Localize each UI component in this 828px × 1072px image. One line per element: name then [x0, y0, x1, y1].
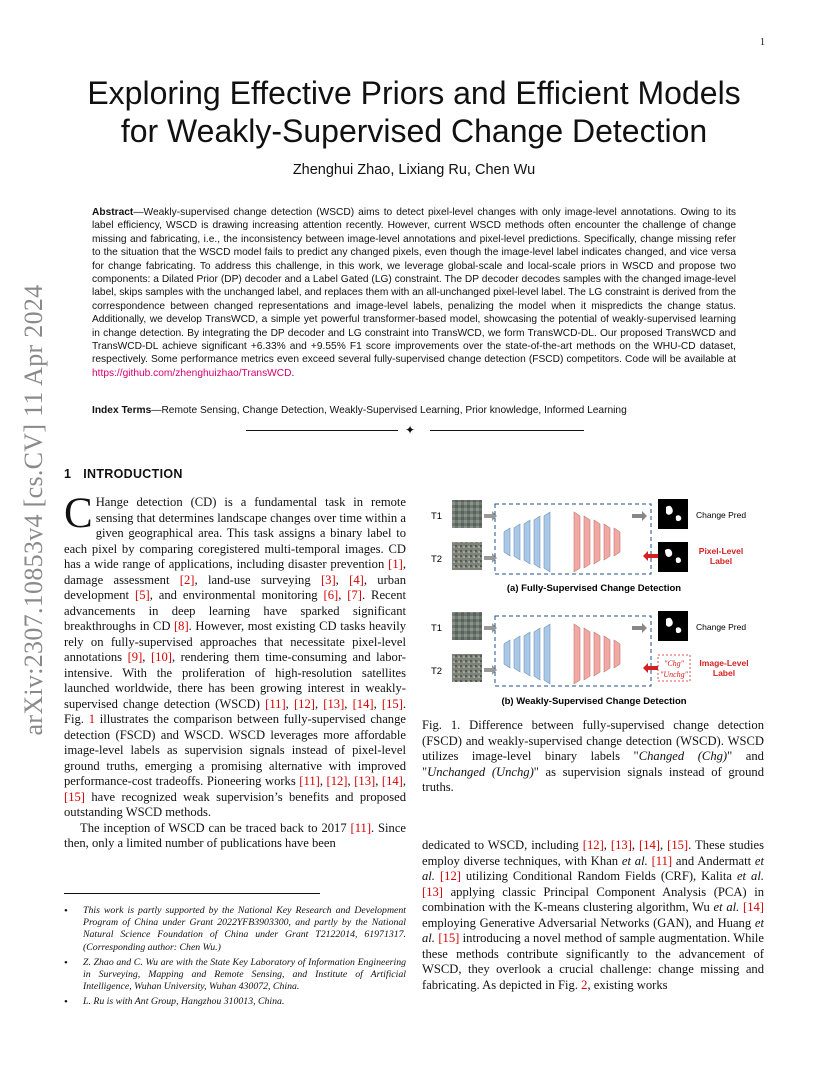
citation-link[interactable]: [13] — [422, 884, 443, 899]
figure-1-caption — [422, 718, 764, 796]
satellite-image-t1-b — [452, 612, 482, 640]
pixel-level-label-line1: Pixel-Level — [698, 546, 744, 556]
separator-diamond-icon: ✦ — [404, 423, 416, 437]
figure-1-caption-text: Fig. 1. Difference between fully-supervised change detection (FSCD) and weakly-supervised change detection (WSCD). WSCD utilizes image-level binary labels "Changed (Chg)" and "Unchanged (Unchg)" as supervision signals instead of ground truths. — [422, 718, 764, 794]
citation-link[interactable]: [14] — [639, 838, 660, 852]
code-link[interactable]: https://github.com/zhenghuizhao/TransWCD — [92, 367, 292, 379]
arxiv-identifier-text: arXiv:2307.10853v4 [cs.CV] 11 Apr 2024 — [19, 284, 48, 736]
intro-paragraph-1-text: Hange detection (CD) is a fundamental task in remote sensing that determines landscape changes over time within a given geographical area. This task assigns a binary label to each pixel by comparing coregistered multi-temporal images. CD has a wide range of applications, including disaster prevention [1], damage assessment [2], land-use surveying [3], [4], urban development [5], and environmental monitoring [6], [7]. Recent advancements in deep learning have sparked significant breakthroughs in CD [8]. However, most existing CD tasks heavily rely on fully-supervised approaches that necessitate pixel-level annotations [9], [10], rendering them time-consuming and labor-intensive. With the proliferation of high-resolution satellites launched worldwide, there has been growing interest in weakly-supervised change detection (WSCD) [11], [12], [13], [14], [15]. Fig. 1 illustrates the comparison between fully-supervised change detection (FSCD) and WSCD. WSCD leverages more affordable image-level labels as supervision signals instead of pixel-level ground truths, emerging a promising alternative with improved performance-cost tradeoffs. Pioneering works [11], [12], [13], [14], [15] have recognized weak supervision’s benefits and proposed outstanding WSCD methods. — [64, 495, 407, 819]
citation-link[interactable]: [10] — [150, 650, 172, 664]
t1-label-a: T1 — [431, 511, 443, 522]
intro-paragraph-2-text: The inception of WSCD can be traced back to 2017 [11]. Since then, only a limited number of publications have been — [64, 820, 406, 850]
intro-right-column — [422, 838, 764, 993]
citation-link[interactable]: [5] — [135, 588, 150, 602]
citation-link[interactable]: [15] — [438, 931, 460, 945]
change-pred-mask-a — [658, 499, 688, 529]
citation-link[interactable]: [14] — [743, 900, 764, 914]
italic-text: Unchanged (Unchg) — [427, 764, 534, 779]
abstract — [92, 206, 736, 380]
t1-label-b: T1 — [431, 623, 443, 634]
image-level-label-line2: Label — [712, 668, 736, 678]
citation-link[interactable]: [3] — [320, 572, 336, 587]
italic-text: et al. — [422, 915, 764, 945]
footnote-item: • This work is partly supported by the National Key Research and Development Program of China under Grant 2022YFB3903300, and partly by the National Natural Science Foundation of China under Grant T2122014, 61971317. (Corresponding author: Chen Wu.) — [64, 905, 406, 954]
abstract-body: —Weakly-supervised change detection (WSCD) aims to detect pixel-level changes with only image-level annotations. Owing to its label efficiency, WSCD is drawing increasing attention recently. However, current WSCD methods often encounter the challenge of change missing and fabricating, i.e., the inconsistency between image-level annotations and pixel-level predictions. Specifically, change missing refer to the situation that the WSCD model fails to predict any changed pixels, even though the image-level label indicates changed, and vice versa for change fabricating. To address this challenge, in this work, we leverage global-scale and local-scale priors in WSCD and propose two components: a Dilated Prior (DP) decoder and a Label Gated (LG) constraint. The DP decoder decodes samples with the changed image-level label, skips samples with the unchanged label, and replaces them with an all-unchanged pixel-level label. The LG constraint is derived from the correspondence between changed representations and image-level labels, penalizing the model when it mispredicts the change status. Additionally, we develop TransWCD, a simple yet powerful transformer-based model, showcasing the potential of weakly-supervised learning in change detection. By integrating the DP decoder and LG constraint into TransWCD, we form TransWCD-DL. Our proposed TransWCD and TransWCD-DL achieve significant +6.33% and +9.55% F1 score improvements over the state-of-the-art methods on the WHU-CD dataset, respectively. Some performance metrics even exceed several fully-supervised change detection (FSCD) competitors. Code will be available at — [92, 207, 736, 366]
citation-link[interactable]: [4] — [349, 572, 364, 587]
abstract-end: . — [291, 367, 295, 379]
page-number: 1 — [760, 37, 765, 48]
footnotes — [64, 905, 406, 1012]
citation-link[interactable]: [12] — [439, 869, 461, 883]
citation-link[interactable]: [12] — [582, 838, 604, 852]
subcaption-a: (a) Fully-Supervised Change Detection — [506, 583, 682, 594]
citation-link[interactable]: [9] — [127, 650, 143, 664]
footnote-item: • Z. Zhao and C. Wu are with the State Key Laboratory of Information Engineering in Surveying, Mapping and Remote Sensing, and Institute of Artificial Intelligence, Wuhan University, Wuhan 430072, China. — [64, 957, 406, 994]
italic-text: Changed (Chg) — [638, 749, 728, 763]
italic-text: et al. — [621, 853, 648, 868]
citation-link[interactable]: 2 — [581, 977, 588, 992]
intro-left-column — [64, 490, 407, 852]
footnote-rule — [64, 893, 320, 894]
citation-link[interactable]: [14] — [352, 696, 374, 711]
citation-link[interactable]: [12] — [326, 774, 348, 788]
citation-link[interactable]: [11] — [651, 853, 673, 868]
section-title: INTRODUCTION — [83, 467, 183, 481]
chg-label: "Chg" — [663, 659, 685, 668]
t2-label-b: T2 — [431, 666, 443, 677]
citation-link[interactable]: 1 — [88, 712, 95, 726]
citation-link[interactable]: [6] — [323, 588, 339, 602]
citation-link[interactable]: [13] — [610, 838, 632, 852]
italic-text: et al. — [736, 869, 764, 883]
arxiv-identifier — [17, 285, 51, 735]
pixel-label-mask — [658, 542, 688, 572]
citation-link[interactable]: [15] — [381, 696, 403, 711]
satellite-image-t1-a — [452, 500, 482, 528]
arrow-icon — [632, 511, 647, 521]
separator-line-left — [246, 430, 398, 431]
citation-link[interactable]: [13] — [354, 774, 376, 788]
satellite-image-t2-a — [452, 542, 482, 570]
index-terms-label: Index Terms — [92, 405, 152, 416]
right-paragraph-text: dedicated to WSCD, including [12], [13], [14], [15]. These studies employ diverse techniques, with Khan et al. [11] and Andermatt et al. [12] utilizing Conditional Random Fields (CRF), Kalita et al. [13] applying classic Principal Component Analysis (PCA) in combination with the K-means clustering algorithm, Wu et al. [14] employing Generative Adversarial Networks (GAN), and Huang et al. [15] introducing a novel method of sample augmentation. While these methods contribute significantly to the advancement of WSCD, they overlook a crucial challenge: change missing and fabricating. As depicted in Fig. 2, existing works — [422, 838, 765, 992]
citation-link[interactable]: [13] — [323, 696, 345, 711]
citation-link[interactable]: [8] — [173, 619, 189, 633]
intro-paragraph-1 — [64, 490, 407, 821]
section-number: 1 — [64, 467, 72, 481]
separator-line-right — [430, 430, 584, 431]
subcaption-b: (b) Weakly-Supervised Change Detection — [501, 696, 687, 707]
italic-text: et al. — [422, 853, 764, 883]
citation-link[interactable]: [1] — [388, 557, 403, 571]
citation-link[interactable]: [11] — [299, 774, 320, 788]
right-paragraph — [422, 838, 764, 993]
citation-link[interactable]: [14] — [381, 774, 403, 788]
index-terms — [92, 404, 736, 417]
paper-title — [70, 74, 758, 150]
figure-1-diagram — [422, 490, 764, 712]
italic-text: et al. — [713, 900, 740, 914]
citation-link[interactable]: [12] — [293, 696, 315, 711]
arrow-icon — [632, 623, 647, 633]
change-pred-mask-b — [658, 611, 688, 641]
encoder-blocks-a — [504, 512, 550, 572]
footnote-item: • L. Ru is with Ant Group, Hangzhou 310013, China. — [64, 996, 406, 1008]
pixel-level-label-line2: Label — [709, 556, 733, 566]
title-line-2: for Weakly-Supervised Change Detection — [120, 113, 708, 149]
decoder-blocks-a — [574, 512, 620, 572]
title-line-1: Exploring Effective Priors and Efficient Models — [87, 75, 741, 111]
section-heading — [64, 467, 183, 481]
author-list: Zhenghui Zhao, Lixiang Ru, Chen Wu — [292, 162, 536, 178]
citation-link[interactable]: [11] — [265, 696, 286, 711]
citation-link[interactable]: [2] — [179, 572, 195, 587]
citation-link[interactable]: [15] — [667, 838, 689, 852]
citation-link[interactable]: [7] — [347, 588, 362, 602]
intro-paragraph-2 — [64, 821, 406, 852]
t2-label-a: T2 — [431, 554, 443, 565]
abstract-label: Abstract — [92, 207, 134, 218]
citation-link[interactable]: [11] — [350, 820, 372, 835]
index-terms-body: —Remote Sensing, Change Detection, Weakly-Supervised Learning, Prior knowledge, Informed Learning — [151, 405, 627, 416]
unchg-label: "Unchg" — [659, 670, 689, 679]
citation-link[interactable]: [15] — [64, 789, 85, 804]
decoder-blocks-b — [574, 624, 620, 684]
change-pred-label-b: Change Pred — [696, 622, 747, 632]
change-pred-label-a: Change Pred — [696, 510, 747, 520]
encoder-blocks-b — [504, 624, 550, 684]
image-level-label-line1: Image-Level — [699, 658, 749, 668]
drop-cap: C — [64, 490, 93, 537]
satellite-image-t2-b — [452, 654, 482, 682]
